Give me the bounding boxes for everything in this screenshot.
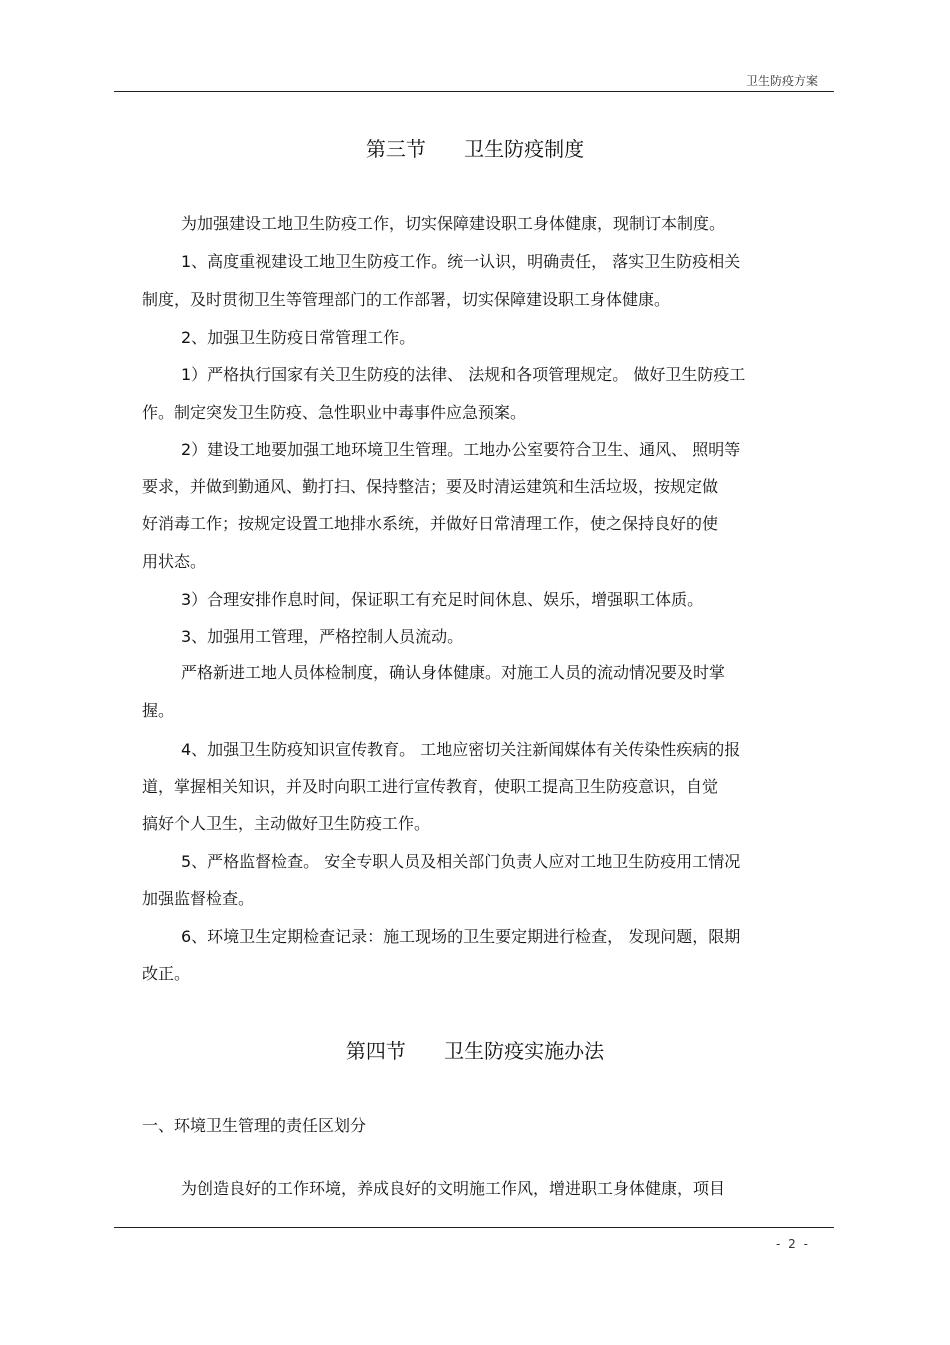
body-line: 作。制定突发卫生防疫、急性职业中毒事件应急预案。 [142, 403, 527, 422]
body-line: 2、加强卫生防疫日常管理工作。 [181, 328, 416, 347]
body-line: 握。 [142, 701, 175, 720]
body-line: 3）合理安排作息时间，保证职工有充足时间休息、娱乐，增强职工体质。 [181, 590, 704, 609]
body-line: 4、加强卫生防疫知识宣传教育。 工地应密切关注新闻媒体有关传染性疾病的报 [181, 740, 741, 759]
body-line: 为创造良好的工作环境，养成良好的文明施工作风，增进职工身体健康，项目 [181, 1179, 726, 1198]
header-rule [114, 91, 834, 92]
body-line: 要求，并做到勤通风、勤打扫、保持整洁；要及时清运建筑和生活垃圾，按规定做 [142, 477, 719, 496]
body-line: 道，掌握相关知识，并及时向职工进行宣传教育，使职工提高卫生防疫意识，自觉 [142, 777, 719, 796]
footer-rule [114, 1227, 834, 1228]
page-number: - 2 - [776, 1237, 810, 1251]
body-line: 好消毒工作；按规定设置工地排水系统，并做好日常清理工作，使之保持良好的使 [142, 514, 719, 533]
body-line: 搞好个人卫生，主动做好卫生防疫工作。 [142, 814, 431, 833]
body-line: 用状态。 [142, 552, 207, 571]
body-line: 严格新进工地人员体检制度，确认身体健康。对施工人员的流动情况要及时掌 [181, 663, 726, 682]
body-line: 1、高度重视建设工地卫生防疫工作。统一认识，明确责任， 落实卫生防疫相关 [181, 252, 741, 271]
body-line: 5、严格监督检查。 安全专职人员及相关部门负责人应对工地卫生防疫用工情况 [181, 852, 741, 871]
body-line: 加强监督检查。 [142, 889, 255, 908]
section4-subheading: 一、环境卫生管理的责任区划分 [142, 1116, 367, 1135]
body-line: 6、环境卫生定期检查记录：施工现场的卫生要定期进行检查， 发现问题，限期 [181, 927, 741, 946]
body-line: 3、加强用工管理，严格控制人员流动。 [181, 627, 464, 646]
section3-title: 第三节 卫生防疫制度 [365, 137, 585, 161]
body-line: 1）严格执行国家有关卫生防疫的法律、 法规和各项管理规定。 做好卫生防疫工 [181, 365, 746, 384]
body-line: 改正。 [142, 964, 191, 983]
body-line: 制度，及时贯彻卫生等管理部门的工作部署，切实保障建设职工身体健康。 [142, 290, 671, 309]
body-line: 为加强建设工地卫生防疫工作，切实保障建设职工身体健康，现制订本制度。 [181, 214, 726, 233]
body-line: 2）建设工地要加强工地环境卫生管理。工地办公室要符合卫生、通风、 照明等 [181, 440, 741, 459]
running-header: 卫生防疫方案 [745, 74, 818, 88]
section4-title: 第四节 卫生防疫实施办法 [345, 1039, 605, 1063]
